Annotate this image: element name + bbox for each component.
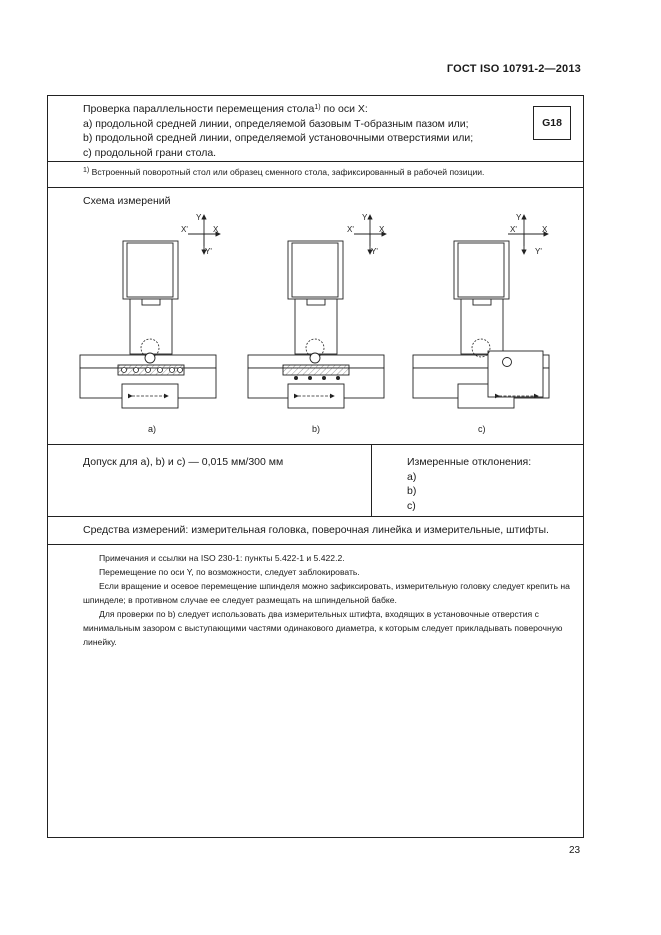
page-number: 23 xyxy=(569,845,581,856)
check-title xyxy=(83,102,473,117)
axis-x-label: X xyxy=(213,225,219,234)
footnote-mark: 1) xyxy=(83,167,90,174)
axis-y-prime-label: Y' xyxy=(205,247,212,256)
standard-header: ГОСТ ISO 10791-2—2013 xyxy=(446,63,581,75)
panel-c xyxy=(413,213,549,434)
tools-section xyxy=(48,517,583,545)
note-line: Если вращение и осевое перемещение шпинделя можно зафиксировать, измерительную головку следует крепить на шпинделе; в противном случае ее следует размещать на шпиндельной бабке. xyxy=(83,581,570,605)
panel-c-label: с) xyxy=(478,424,486,434)
axis-y-prime-label: Y' xyxy=(535,247,542,256)
panel-a xyxy=(80,213,220,434)
check-title-section xyxy=(48,96,583,162)
tolerance-section xyxy=(48,445,583,517)
axis-y-label: Y xyxy=(516,213,522,222)
axis-x-prime-label: X' xyxy=(510,225,517,234)
panel-a-label: а) xyxy=(148,424,157,434)
diagram-section xyxy=(48,188,583,445)
footnote-section xyxy=(48,162,583,188)
check-code-box xyxy=(533,106,571,140)
axis-y-prime-label: Y' xyxy=(371,247,378,256)
check-item-a: а) продольной средней линии, определяемой базовым Т-образным пазом или; xyxy=(83,117,469,130)
check-item-b: b) продольной средней линии, определяемой установочными отверстиями или; xyxy=(83,132,474,144)
panel-b-label: b) xyxy=(312,424,321,434)
note-line: Перемещение по оси Y, по возможности, следует заблокировать. xyxy=(99,567,360,577)
tools-text: Средства измерений: измерительная головка, поверочная линейка и измерительные, штифты. xyxy=(83,524,549,536)
axis-cross-c xyxy=(508,215,548,254)
axis-cross-b xyxy=(354,215,386,254)
tolerance-text: Допуск для а), b) и с) — 0,015 мм/300 мм xyxy=(83,456,284,468)
axis-x-prime-label: X' xyxy=(347,225,354,234)
axis-y-label: Y xyxy=(362,213,368,222)
footnote-text: Встроенный поворотный стол или образец сменного стола, зафиксированный в рабочей позиции. xyxy=(89,167,485,177)
deviation-b: b) xyxy=(407,485,417,497)
footnote xyxy=(83,167,484,177)
note-line: Для проверки по b) следует использовать два измерительных штифта, входящих в установочные отверстия с минимальным зазором с выступающими частями одинакового диаметра, к которым следует прикладывать поверочную линейку. xyxy=(83,609,563,647)
deviations-title: Измеренные отклонения: xyxy=(407,456,532,468)
axis-x-prime-label: X' xyxy=(181,225,188,234)
axis-x-label: X xyxy=(379,225,385,234)
check-title-text: Проверка параллельности перемещения стола xyxy=(83,103,315,115)
deviations-block xyxy=(407,455,531,513)
check-title-footnote-mark: 1) xyxy=(314,104,321,111)
notes-block xyxy=(83,551,573,649)
axis-cross-a xyxy=(188,215,220,254)
check-item-c: с) продольной грани стола. xyxy=(83,146,217,159)
deviation-c: с) xyxy=(407,499,416,512)
check-code: G18 xyxy=(542,117,562,129)
check-title-tail: по оси Х: xyxy=(320,103,368,115)
measurement-diagram xyxy=(48,188,583,445)
check-sheet xyxy=(47,95,584,838)
panel-b xyxy=(248,213,386,434)
column-divider xyxy=(371,445,372,516)
diagram-title: Схема измерений xyxy=(83,195,171,207)
note-line: Примечания и ссылки на ISO 230-1: пункты 5.422-1 и 5.422.2. xyxy=(99,553,345,563)
axis-x-label: X xyxy=(542,225,548,234)
deviation-a: а) xyxy=(407,470,417,483)
axis-y-label: Y xyxy=(196,213,202,222)
